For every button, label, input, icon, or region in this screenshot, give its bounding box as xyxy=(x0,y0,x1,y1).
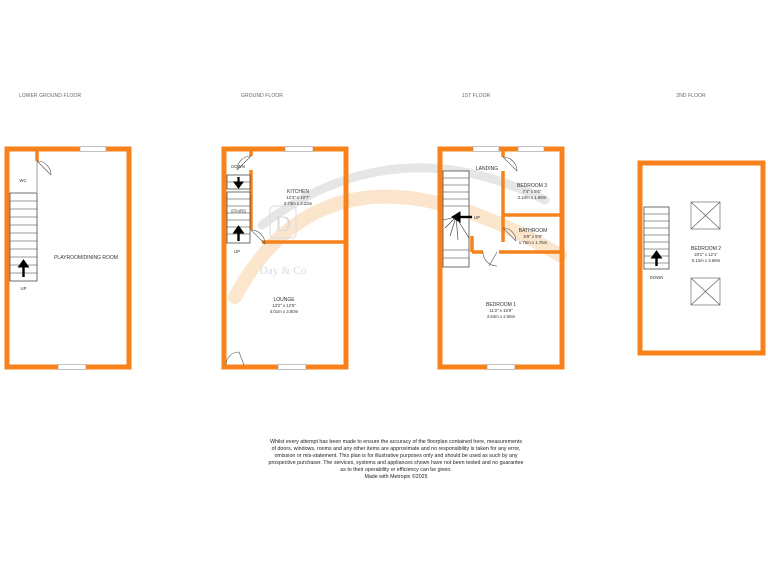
window xyxy=(278,365,306,370)
floor-ground xyxy=(224,147,346,370)
stair-label-up: UP xyxy=(20,286,27,291)
room-name-lounge: LOUNGE xyxy=(273,297,295,303)
room-dim-bedroom-3-metric: 2.24m x 1.68m xyxy=(517,195,547,200)
room-dim-kitchen-imperial: 12'3" x 10'7" xyxy=(286,195,310,200)
room-name-wc: WC xyxy=(19,178,27,183)
room-name-bedroom-2: BEDROOM 2 xyxy=(690,246,722,252)
room-dim-lounge-metric: 4.01m x 3.80m xyxy=(269,309,299,314)
room-dim-bathroom-imperial: 5'9" x 5'9" xyxy=(523,234,543,239)
floor-label-ground: GROUND FLOOR xyxy=(240,93,284,99)
door-leaf xyxy=(489,252,497,266)
door-swing xyxy=(226,352,239,365)
watermark xyxy=(235,168,560,297)
room-name-bedroom-3: BEDROOM 3 xyxy=(516,183,548,189)
stair-label-up: UP xyxy=(234,249,240,254)
room-dim-bedroom-1-metric: 4.64m x 2.58m xyxy=(486,314,516,319)
window xyxy=(487,365,515,370)
room-name-playroom: PLAYROOM/DINING ROOM xyxy=(54,255,118,261)
room-name-kitchen: KITCHEN xyxy=(287,189,309,195)
room-dim-bedroom-2-imperial: 20'1" x 12'1" xyxy=(694,252,718,257)
disclaimer-credit: Made with Metropix ©2025 xyxy=(364,474,428,480)
window xyxy=(285,147,313,152)
disclaimer xyxy=(240,439,552,481)
door-leaf xyxy=(239,352,244,365)
room-name-bathroom: BATHROOM xyxy=(518,228,548,234)
room-dim-lounge-imperial: 13'2" x 12'5" xyxy=(272,303,296,308)
floor-lower-ground xyxy=(7,147,129,370)
stairs-label: STAIRS xyxy=(230,208,247,214)
disclaimer-line: Whilst every attempt has been made to ensure the accuracy of the floorplan contained here, measurements xyxy=(269,439,523,445)
disclaimer-line: as to their operability or efficiency can be given. xyxy=(340,467,452,473)
stair-label-down: DOWN xyxy=(231,164,245,169)
room-dim-bedroom-3-imperial: 7'4" x 5'6" xyxy=(522,189,542,194)
room-dim-bathroom-metric: 1.75m x 1.75m xyxy=(518,240,548,245)
window xyxy=(518,147,544,152)
disclaimer-line: of doors, windows, rooms and any other items are approximate and no responsibility is taken for any error, xyxy=(271,446,521,452)
floor-label-second: 2ND FLOOR xyxy=(676,93,706,99)
disclaimer-line: prospective purchaser. The services, systems and appliances shown have not been tested and no guarantee xyxy=(268,460,524,466)
floor-label-first: 1ST FLOOR xyxy=(461,93,491,99)
watermark-brand: Day & Co xyxy=(259,265,307,277)
room-name-landing: LANDING xyxy=(475,166,499,172)
window xyxy=(473,147,499,152)
room-dim-kitchen-metric: 3.73m x 3.23m xyxy=(283,201,313,206)
watermark-monogram: D xyxy=(275,211,291,236)
room-dim-bedroom-1-imperial: 11'2" x 15'9" xyxy=(489,308,513,313)
room-name-bedroom-1: BEDROOM 1 xyxy=(485,302,517,308)
stair-label-up: UP xyxy=(474,215,480,220)
stair-label-down: DOWN xyxy=(649,275,664,280)
window xyxy=(58,365,86,370)
window xyxy=(80,147,106,152)
floor-second xyxy=(640,163,763,353)
disclaimer-line: omission or mis-statement. This plan is for illustrative purposes only and should be used as such by any xyxy=(274,453,518,459)
room-dim-bedroom-2-metric: 6.12m x 3.68m xyxy=(691,258,721,263)
floor-label-lower-ground: LOWER GROUND FLOOR xyxy=(18,93,82,99)
